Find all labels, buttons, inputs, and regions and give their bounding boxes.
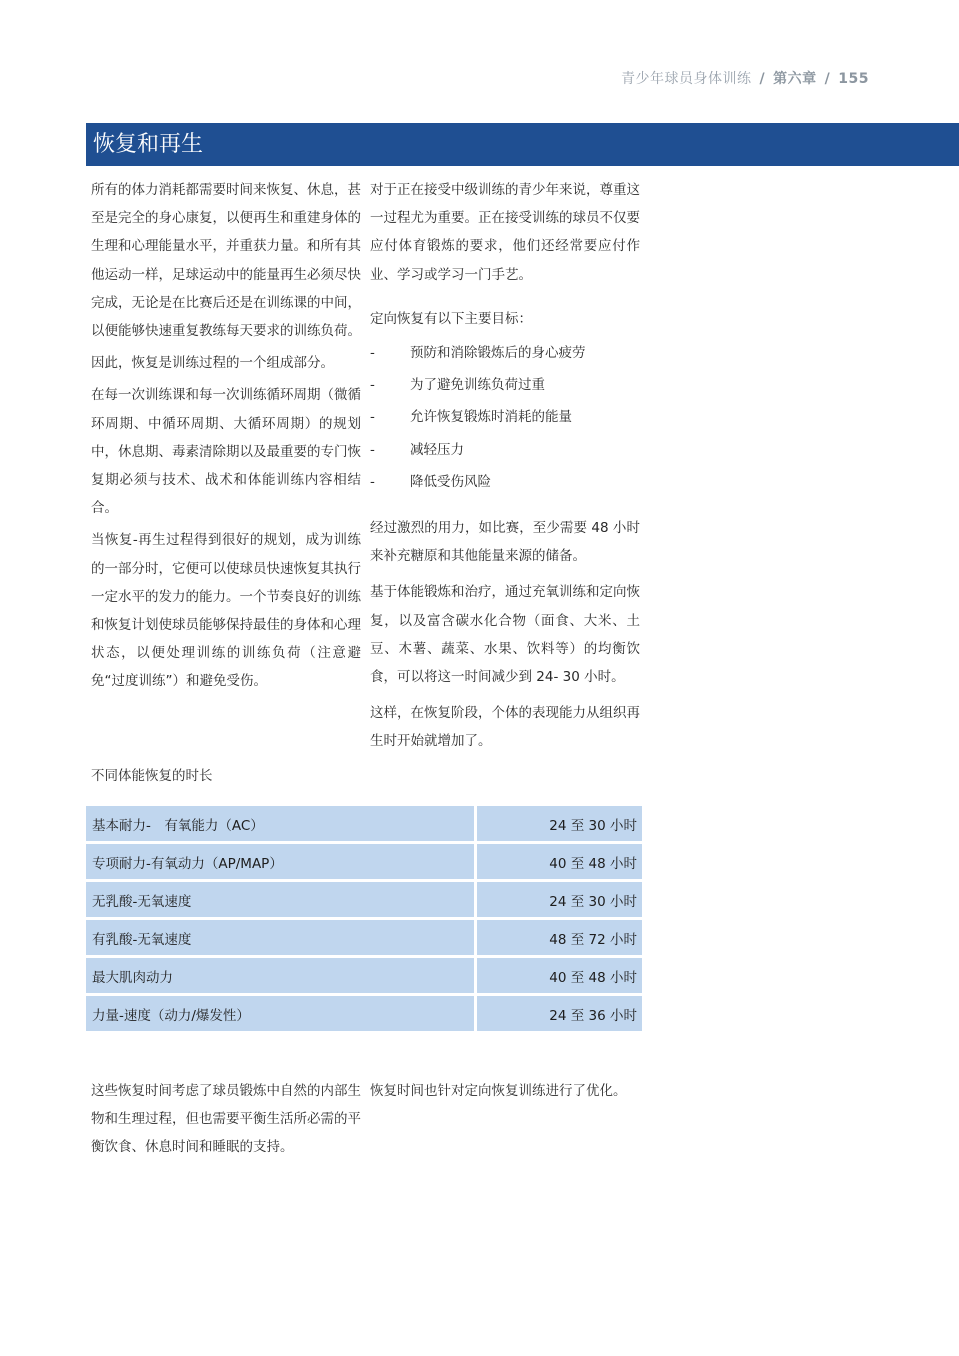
goals-list <box>370 337 640 498</box>
list-item <box>370 401 640 433</box>
paragraph: 因此，恢复是训练过程的一个组成部分。 <box>91 355 334 372</box>
table-cell-value: 48 至 72 小时 <box>477 920 642 955</box>
table-caption: 不同体能恢复的时长 <box>91 768 213 784</box>
table-row <box>86 996 642 1031</box>
table-row <box>86 920 642 955</box>
table-cell-value: 24 至 36 小时 <box>477 996 642 1031</box>
paragraph: 在每一次训练课和每一次训练循环周期（微循环周期、中循环周期、大循环周期）的规划中，休息期、毒素清除期以及最重要的专门恢复期必须与技术、战术和体能训练内容相结合。 <box>91 387 361 517</box>
list-item-text: 预防和消除锻炼后的身心疲劳 <box>410 345 586 362</box>
table-cell-label: 力量-速度（动力/爆发性） <box>86 996 477 1031</box>
paragraph: 经过激烈的用力，如比赛，至少需要 48 小时来补充糖原和其他能量来源的储备。 <box>370 520 640 565</box>
list-item-text: 减轻压力 <box>410 441 464 458</box>
paragraph: 对于正在接受中级训练的青少年来说，尊重这一过程尤为重要。正在接受训练的球员不仅要应付体育锻炼的要求，他们还经常要应付作业、学习或学习一门手艺。 <box>370 182 640 283</box>
recovery-time-table <box>86 803 642 1034</box>
list-item <box>370 434 640 466</box>
table-row <box>86 882 642 917</box>
bottom-left-paragraph <box>91 1077 361 1162</box>
list-item <box>370 337 640 369</box>
paragraph: 当恢复-再生过程得到很好的规划，成为训练的一部分时，它便可以使球员快速恢复其执行一定水平的发力的能力。一个节奏良好的训练和恢复计划使球员能够保持最佳的身体和心理状态，以便处理训练的训练负荷（注意避免“过度训练”）和避免受伤。 <box>91 532 361 690</box>
list-item-text: 允许恢复锻炼时消耗的能量 <box>410 409 572 426</box>
table-cell-value: 24 至 30 小时 <box>477 806 642 841</box>
table-cell-label: 基本耐力- 有氧能力（AC） <box>86 806 477 841</box>
table-cell-label: 专项耐力-有氧动力（AP/MAP） <box>86 844 477 879</box>
book-title: 青少年球员身体训练 <box>621 71 752 87</box>
paragraph: 所有的体力消耗都需要时间来恢复、休息，甚至是完全的身心康复，以便再生和重建身体的生理和心理能量水平，并重获力量。和所有其他运动一样，足球运动中的能量再生必须尽快完成，无论是在比赛后还是在训练课的中间，以便能够快速重复教练每天要求的训练负荷。 <box>91 182 361 340</box>
paragraph: 恢复时间也针对定向恢复训练进行了优化。 <box>370 1083 627 1099</box>
list-dash: - <box>370 409 375 426</box>
running-head <box>621 68 869 88</box>
table-row <box>86 844 642 879</box>
list-dash: - <box>370 441 375 458</box>
paragraph: 基于体能锻炼和治疗，通过充氧训练和定向恢复，以及富含碳水化合物（面食、大米、土豆、木薯、蔬菜、水果、饮料等）的均衡饮食，可以将这一时间减少到 24- 30 小时。 <box>370 584 640 686</box>
table-row <box>86 958 642 993</box>
table-cell-value: 24 至 30 小时 <box>477 882 642 917</box>
table-cell-label: 无乳酸-无氧速度 <box>86 882 477 917</box>
header-separator: / <box>759 71 766 87</box>
table-row <box>86 806 642 841</box>
section-title: 恢复和再生 <box>93 132 204 157</box>
list-dash: - <box>370 377 375 394</box>
chapter-label: 第六章 <box>773 71 817 87</box>
right-column <box>370 176 640 756</box>
goals-lead: 定向恢复有以下主要目标： <box>370 310 532 327</box>
paragraph: 这样，在恢复阶段，个体的表现能力从组织再生时开始就增加了。 <box>370 705 640 750</box>
list-item-text: 降低受伤风险 <box>410 473 491 490</box>
table-cell-label: 有乳酸-无氧速度 <box>86 920 477 955</box>
header-separator: / <box>824 71 831 87</box>
list-item-text: 为了避免训练负荷过重 <box>410 377 545 394</box>
table-cell-value: 40 至 48 小时 <box>477 844 642 879</box>
list-dash: - <box>370 473 375 490</box>
bottom-right-paragraph <box>370 1077 640 1105</box>
list-dash: - <box>370 345 375 362</box>
paragraph: 这些恢复时间考虑了球员锻炼中自然的内部生物和生理过程，但也需要平衡生活所必需的平衡饮食、休息时间和睡眠的支持。 <box>91 1083 361 1156</box>
table-cell-label: 最大肌肉动力 <box>86 958 477 993</box>
list-item <box>370 369 640 401</box>
list-item <box>370 466 640 498</box>
section-title-band <box>86 123 959 166</box>
left-column <box>91 176 361 696</box>
page-number: 155 <box>838 71 869 87</box>
table-cell-value: 40 至 48 小时 <box>477 958 642 993</box>
